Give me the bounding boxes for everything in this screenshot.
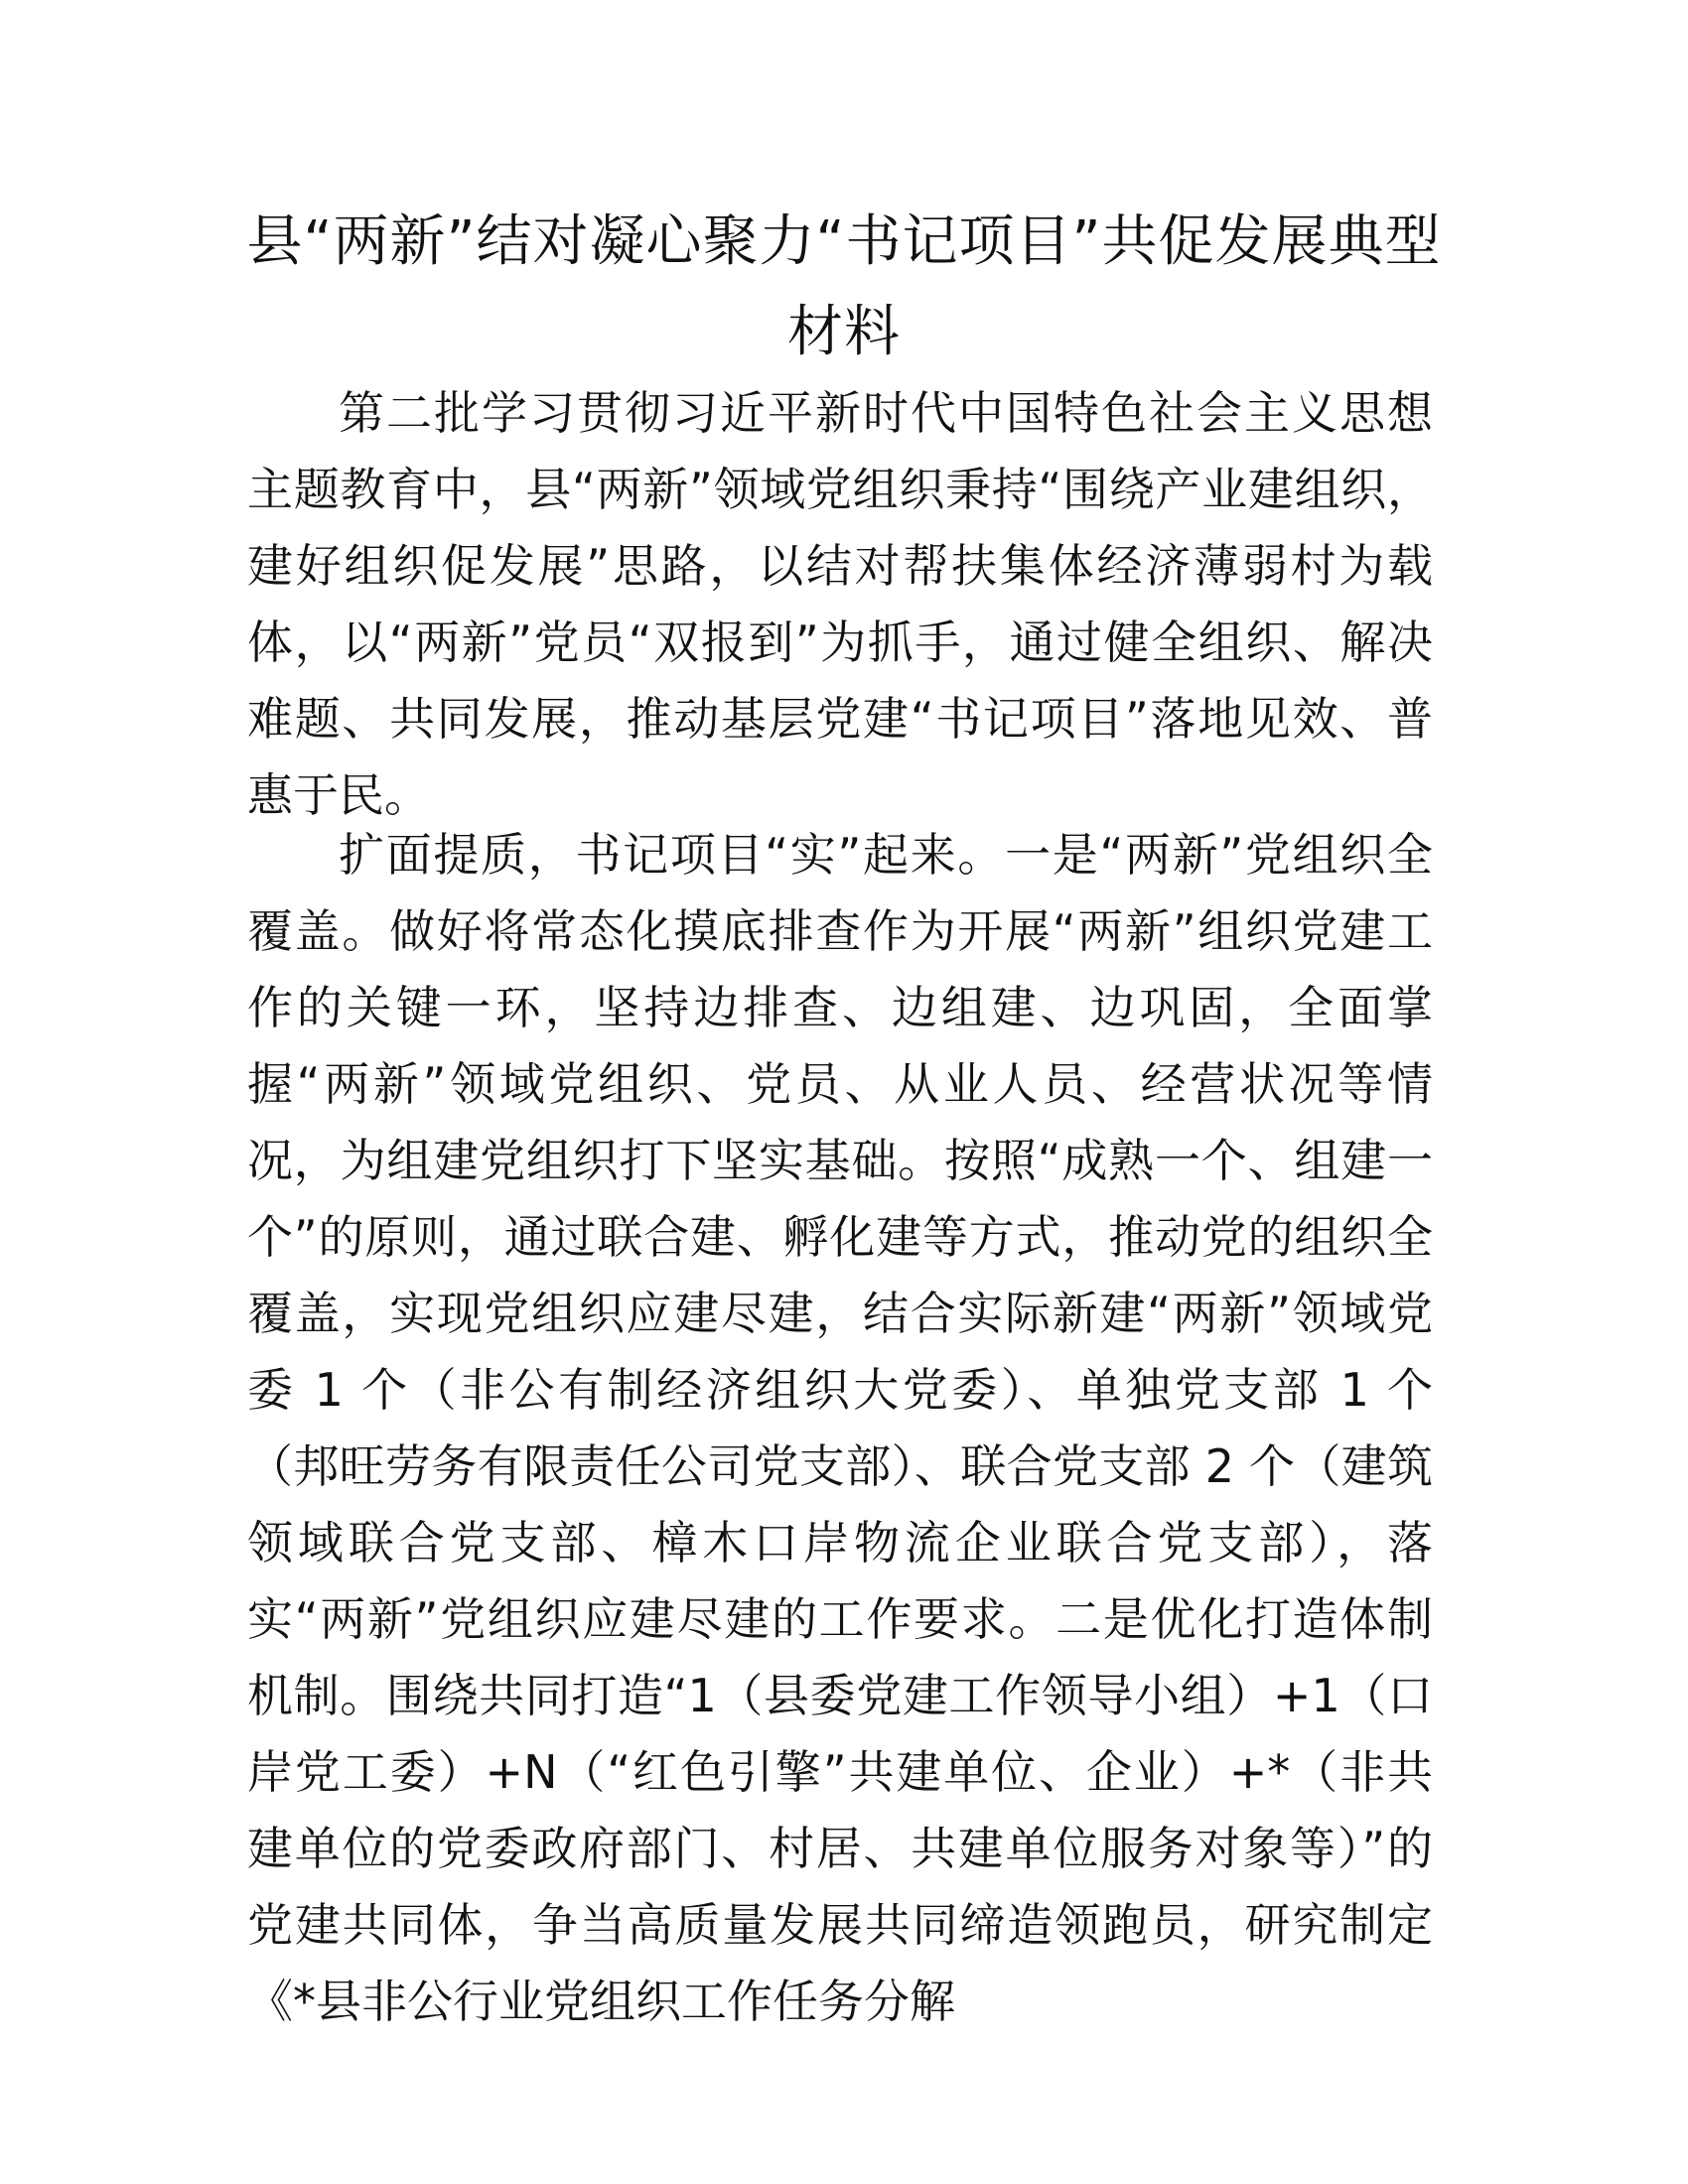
- paragraph-intro: 第二批学习贯彻习近平新时代中国特色社会主义思想主题教育中，县“两新”领域党组织秉持“围绕产业建组织，建好组织促发展”思路，以结对帮扶集体经济薄弱村为载体，以“两新”党员“双报到”为抓手，通过健全组织、解决难题、共同发展，推动基层党建“书记项目”落地见效、普惠于民。: [247, 386, 1433, 822]
- paragraph-expand-quality: 扩面提质，书记项目“实”起来。一是“两新”党组织全覆盖。做好将常态化摸底排查作为开展“两新”组织党建工作的关键一环，坚持边排查、边组建、边巩固，全面掌握“两新”领域党组织、党员、从业人员、经营状况等情况，为组建党组织打下坚实基础。按照“成熟一个、组建一个”的原则，通过联合建、孵化建等方式，推动党的组织全覆盖，实现党组织应建尽建，结合实际新建“两新”领域党委 1 个（非公有制经济组织大党委）、单独党支部 1 个（邦旺劳务有限责任公司党支部）、联合党支部 2 个（建筑领域联合党支部、樟木口岸物流企业联合党支部），落实“两新”党组织应建尽建的工作要求。二是优化打造体制机制。围绕共同打造“1（县委党建工作领导小组）+1（口岸党工委）+N（“红色引擎”共建单位、企业）+*（非共建单位的党委政府部门、村居、共建单位服务对象等）”的党建共同体，争当高质量发展共同缔造领跑员，研究制定《*县非公行业党组织工作任务分解: [247, 828, 1433, 2028]
- document-title: 县“两新”结对凝心聚力“书记项目”共促发展典型材料: [246, 209, 1442, 364]
